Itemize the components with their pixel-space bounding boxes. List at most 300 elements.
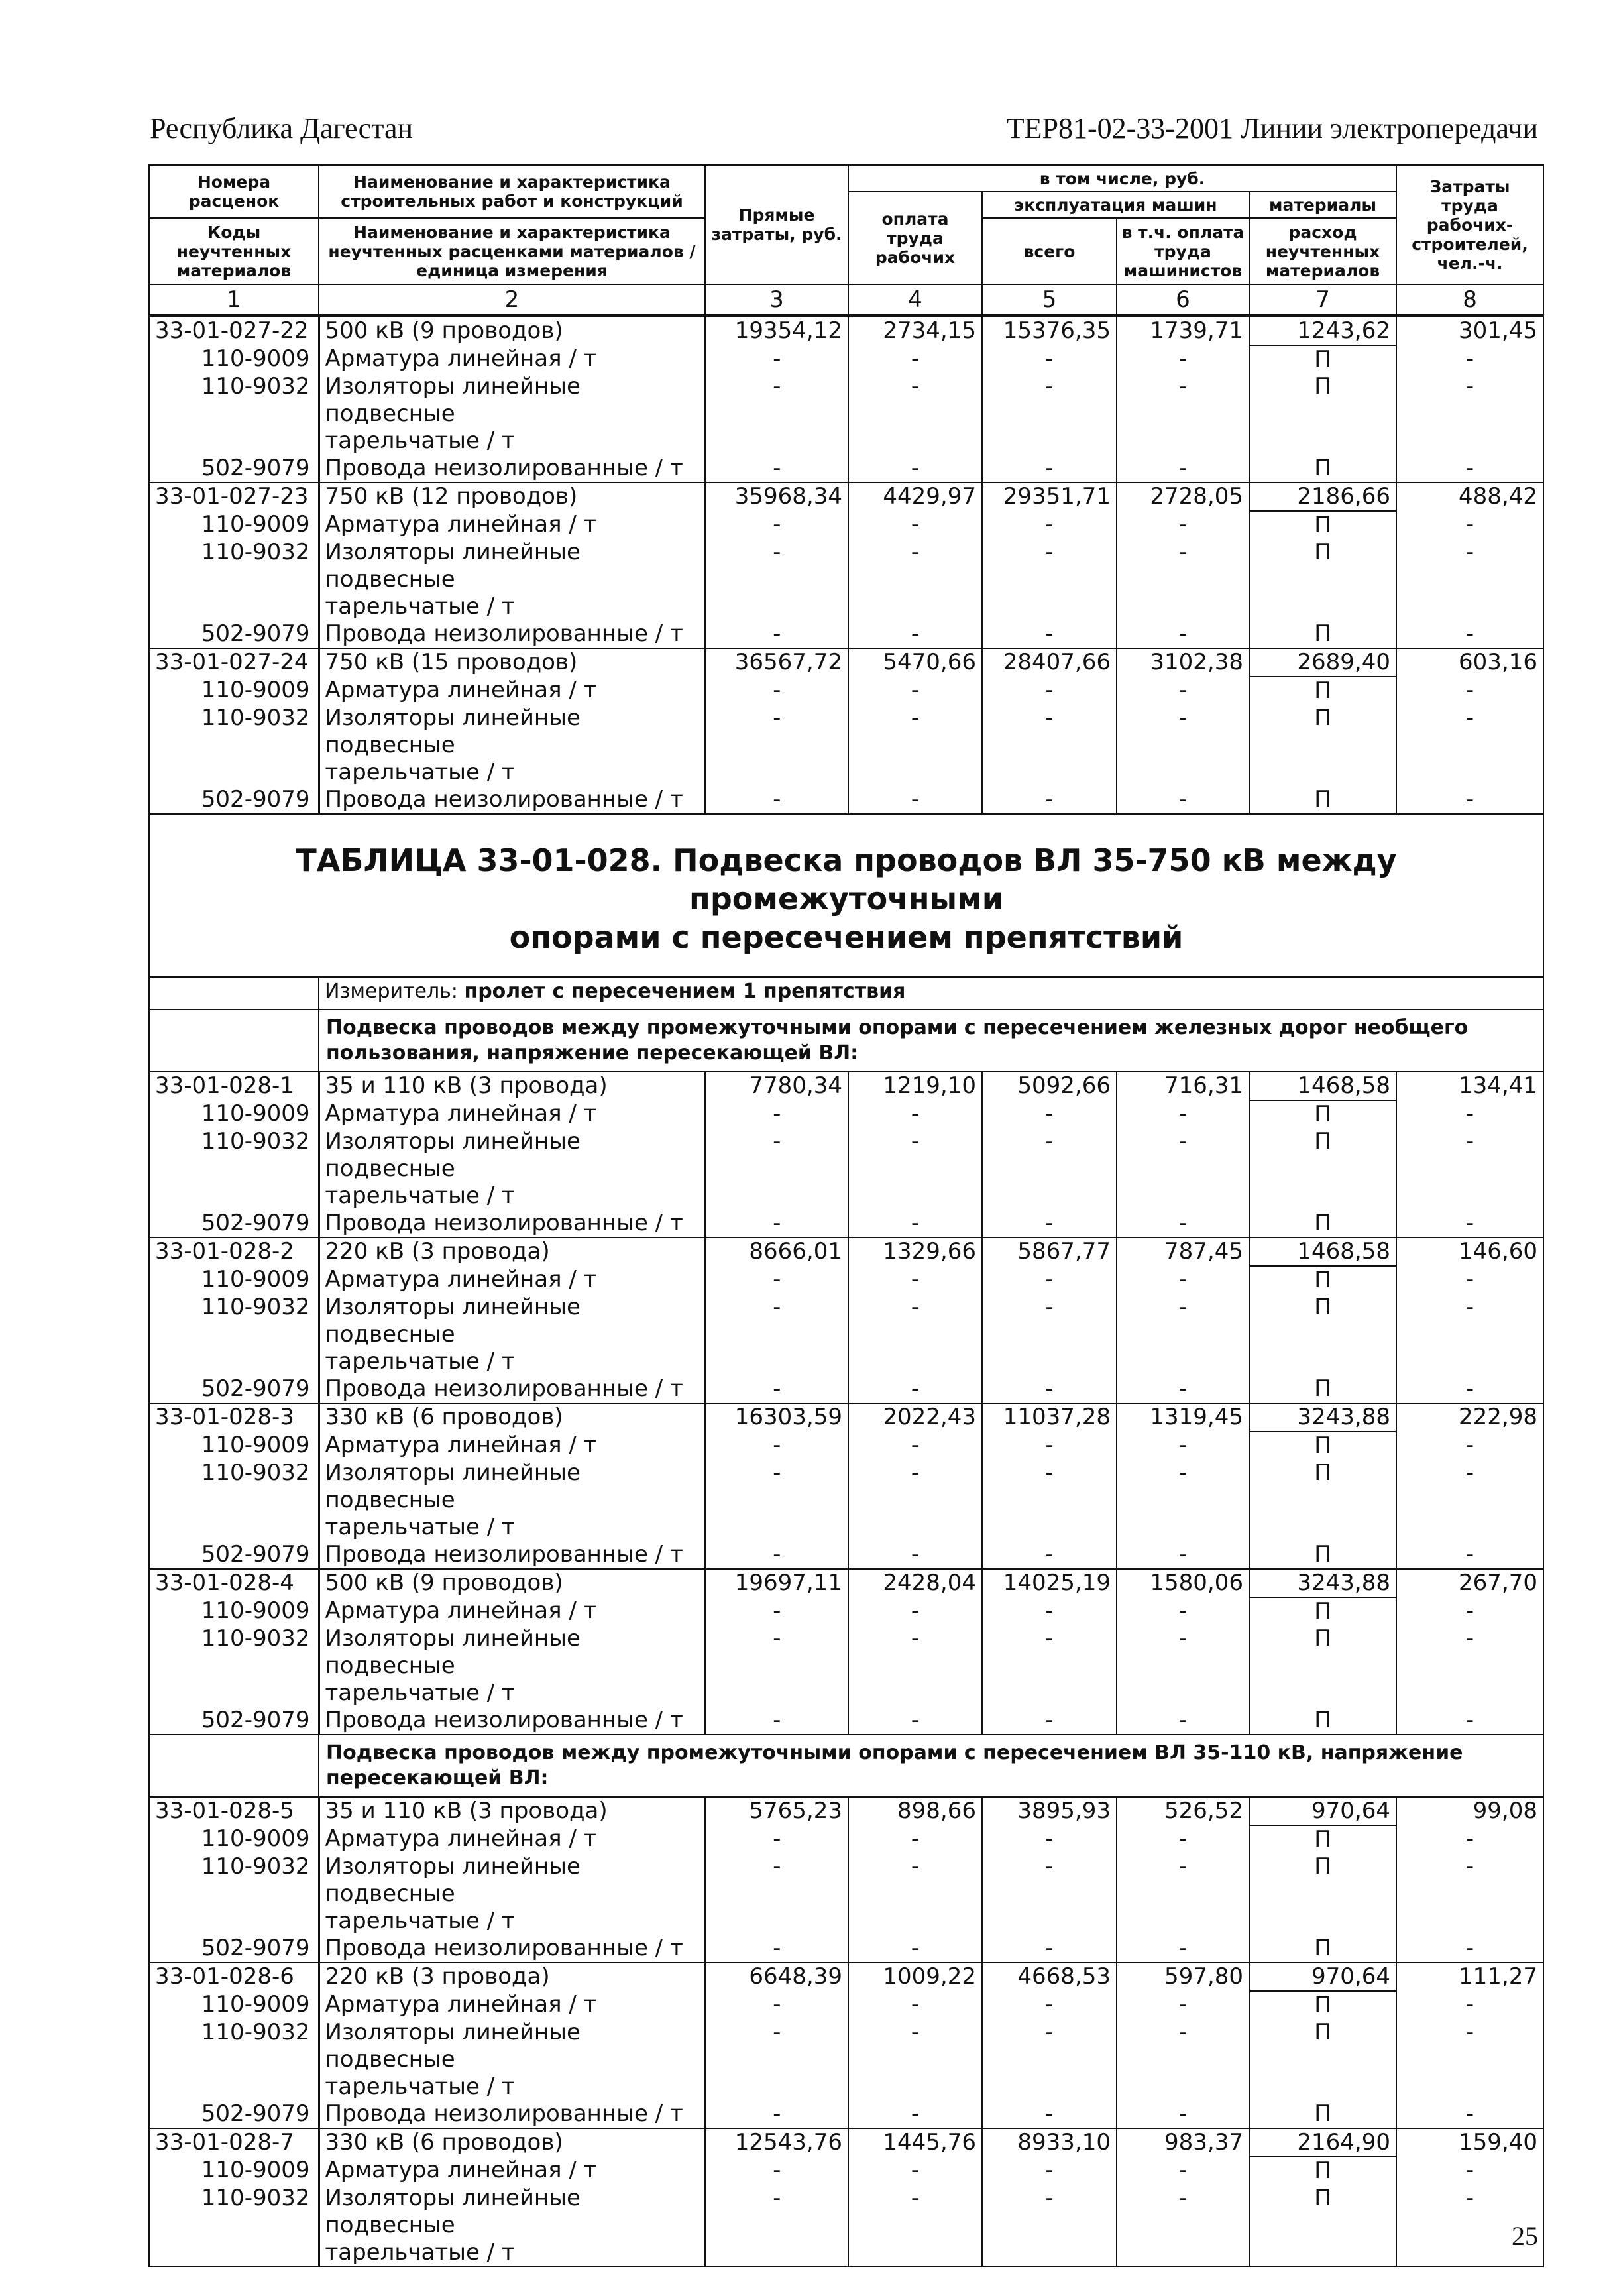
material-name xyxy=(319,373,705,455)
material-name-line1: Арматура линейная / т xyxy=(325,1825,597,1852)
rate-value: 1319,45 xyxy=(1117,1403,1249,1432)
material-code: 110-9032 xyxy=(149,2019,319,2100)
col-head-material-usage: расход неучтенных материалов xyxy=(1249,218,1396,284)
material-name-line2: тарельчатые / т xyxy=(325,1908,515,1934)
rate-code: 33-01-028-1 xyxy=(149,1072,319,1100)
group-row-lines xyxy=(149,1735,1543,1797)
material-code: 110-9032 xyxy=(149,1294,319,1375)
material-name-line1: Арматура линейная / т xyxy=(325,511,597,538)
material-code: 110-9009 xyxy=(149,345,319,373)
material-code: 502-9079 xyxy=(149,1541,319,1569)
material-value-dash: - xyxy=(1117,2185,1249,2267)
rate-row xyxy=(149,483,1543,511)
meter-value: пролет с пересечением 1 препятствия xyxy=(464,980,906,1003)
material-row-insulators xyxy=(149,1294,1543,1375)
rate-value: 36567,72 xyxy=(705,648,848,677)
price-table xyxy=(148,164,1544,2267)
material-code: 502-9079 xyxy=(149,1210,319,1237)
rate-value: 11037,28 xyxy=(982,1403,1117,1432)
material-value-dash: - xyxy=(705,677,848,705)
rate-code: 33-01-027-24 xyxy=(149,648,319,677)
rate-value: 2164,90 xyxy=(1249,2128,1396,2157)
material-name xyxy=(319,1460,705,1541)
material-name xyxy=(319,1266,705,1294)
material-name xyxy=(319,2157,705,2185)
material-row-reinforcement xyxy=(149,511,1543,539)
rate-value: 1580,06 xyxy=(1117,1569,1249,1597)
material-value-dash: - xyxy=(848,2019,982,2100)
material-value-dash: - xyxy=(848,1460,982,1541)
table-title-line2: опорами с пересечением препятствий xyxy=(509,919,1184,955)
material-code: 502-9079 xyxy=(149,2100,319,2128)
material-value-dash: - xyxy=(1396,2157,1543,2185)
material-code: 502-9079 xyxy=(149,1375,319,1403)
material-value-dash: - xyxy=(1396,1266,1543,1294)
page-number: 25 xyxy=(1512,2221,1538,2251)
material-value-dash: - xyxy=(982,620,1117,648)
material-name xyxy=(319,2185,705,2267)
material-name xyxy=(319,677,705,705)
rate-value: 5765,23 xyxy=(705,1797,848,1825)
rate-value: 3895,93 xyxy=(982,1797,1117,1825)
material-value-dash: - xyxy=(705,1853,848,1935)
material-value-dash: - xyxy=(1396,373,1543,455)
col-number: 4 xyxy=(848,284,982,316)
material-row-reinforcement xyxy=(149,1266,1543,1294)
material-name xyxy=(319,511,705,539)
material-usage-mark: П xyxy=(1249,1541,1396,1569)
material-value-dash: - xyxy=(982,1825,1117,1853)
material-value-dash: - xyxy=(1396,1294,1543,1375)
material-value-dash: - xyxy=(705,705,848,786)
rate-value: 12543,76 xyxy=(705,2128,848,2157)
material-code: 110-9009 xyxy=(149,1825,319,1853)
rate-row xyxy=(149,648,1543,677)
material-usage-mark: П xyxy=(1249,1991,1396,2019)
material-value-dash: - xyxy=(705,1128,848,1210)
material-name-line1: Провода неизолированные / т xyxy=(325,2100,683,2127)
rate-value: 970,64 xyxy=(1249,1963,1396,1991)
material-name xyxy=(319,2100,705,2128)
material-value-dash: - xyxy=(982,2100,1117,2128)
rates-block-028-lines xyxy=(149,1797,1543,2267)
material-row-wires xyxy=(149,620,1543,648)
rate-row xyxy=(149,1072,1543,1100)
rate-name: 330 кВ (6 проводов) xyxy=(319,1403,705,1432)
material-usage-mark: П xyxy=(1249,1375,1396,1403)
material-usage-mark: П xyxy=(1249,373,1396,455)
material-name-line2: тарельчатые / т xyxy=(325,428,515,454)
rate-value: 1243,62 xyxy=(1249,316,1396,346)
material-value-dash: - xyxy=(982,1853,1117,1935)
material-value-dash: - xyxy=(848,455,982,483)
col-head-labor-costs: Затраты труда рабочих-строителей, чел.-ч. xyxy=(1396,165,1543,284)
material-value-dash: - xyxy=(982,1128,1117,1210)
material-value-dash: - xyxy=(848,345,982,373)
material-name-line2: тарельчатые / т xyxy=(325,1680,515,1706)
material-name xyxy=(319,1541,705,1569)
material-value-dash: - xyxy=(705,1432,848,1460)
material-value-dash: - xyxy=(1396,1432,1543,1460)
material-name-line1: Изоляторы линейные подвесные xyxy=(325,1853,581,1907)
rate-name: 500 кВ (9 проводов) xyxy=(319,1569,705,1597)
rate-value: 2428,04 xyxy=(848,1569,982,1597)
material-row-reinforcement xyxy=(149,1825,1543,1853)
material-row-reinforcement xyxy=(149,677,1543,705)
rate-value: 1009,22 xyxy=(848,1963,982,1991)
material-row-reinforcement xyxy=(149,1100,1543,1128)
material-name-line2: тарельчатые / т xyxy=(325,593,515,620)
col-head-machinist-pay: в т.ч. оплата труда машинистов xyxy=(1117,218,1249,284)
material-usage-mark: П xyxy=(1249,1460,1396,1541)
material-usage-mark: П xyxy=(1249,2185,1396,2267)
group-empty-cell xyxy=(149,1735,319,1797)
material-value-dash: - xyxy=(705,1825,848,1853)
material-value-dash: - xyxy=(848,1100,982,1128)
rate-value: 1468,58 xyxy=(1249,1072,1396,1100)
material-value-dash: - xyxy=(1396,1825,1543,1853)
material-value-dash: - xyxy=(1396,1935,1543,1963)
material-code: 110-9032 xyxy=(149,1625,319,1707)
material-value-dash: - xyxy=(848,2185,982,2267)
rate-value: 2728,05 xyxy=(1117,483,1249,511)
rate-row xyxy=(149,316,1543,346)
material-usage-mark: П xyxy=(1249,1707,1396,1735)
material-name-line1: Арматура линейная / т xyxy=(325,1266,597,1292)
rate-code: 33-01-028-5 xyxy=(149,1797,319,1825)
material-value-dash: - xyxy=(1117,345,1249,373)
material-value-dash: - xyxy=(1396,1210,1543,1237)
material-row-wires xyxy=(149,1707,1543,1735)
material-name-line1: Арматура линейная / т xyxy=(325,677,597,703)
material-value-dash: - xyxy=(705,455,848,483)
material-name-line2: тарельчатые / т xyxy=(325,1514,515,1540)
material-value-dash: - xyxy=(1396,1375,1543,1403)
rate-row xyxy=(149,1569,1543,1597)
material-value-dash: - xyxy=(705,373,848,455)
material-value-dash: - xyxy=(1117,539,1249,620)
rate-value: 28407,66 xyxy=(982,648,1117,677)
rate-value: 2186,66 xyxy=(1249,483,1396,511)
material-value-dash: - xyxy=(1117,620,1249,648)
material-value-dash: - xyxy=(848,1294,982,1375)
rate-value: 29351,71 xyxy=(982,483,1117,511)
material-value-dash: - xyxy=(982,1375,1117,1403)
material-name-line1: Изоляторы линейные подвесные xyxy=(325,1460,581,1513)
material-value-dash: - xyxy=(982,1597,1117,1625)
material-value-dash: - xyxy=(705,511,848,539)
rate-row xyxy=(149,2128,1543,2157)
material-name-line1: Изоляторы линейные подвесные xyxy=(325,2019,581,2073)
material-usage-mark: П xyxy=(1249,1294,1396,1375)
rate-value: 970,64 xyxy=(1249,1797,1396,1825)
rate-name: 220 кВ (3 провода) xyxy=(319,1963,705,1991)
material-code: 502-9079 xyxy=(149,620,319,648)
material-value-dash: - xyxy=(1117,1707,1249,1735)
rate-row xyxy=(149,1963,1543,1991)
rate-value: 19697,11 xyxy=(705,1569,848,1597)
material-value-dash: - xyxy=(1117,677,1249,705)
rate-value: 134,41 xyxy=(1396,1072,1543,1100)
material-usage-mark: П xyxy=(1249,620,1396,648)
material-usage-mark: П xyxy=(1249,539,1396,620)
rate-value: 4429,97 xyxy=(848,483,982,511)
material-value-dash: - xyxy=(1117,1460,1249,1541)
material-value-dash: - xyxy=(848,1625,982,1707)
material-code: 110-9009 xyxy=(149,1597,319,1625)
rate-value: 111,27 xyxy=(1396,1963,1543,1991)
material-value-dash: - xyxy=(1396,1707,1543,1735)
material-value-dash: - xyxy=(1396,705,1543,786)
material-value-dash: - xyxy=(705,1707,848,1735)
material-value-dash: - xyxy=(705,1375,848,1403)
material-usage-mark: П xyxy=(1249,1853,1396,1935)
material-value-dash: - xyxy=(848,786,982,814)
rate-value: 787,45 xyxy=(1117,1237,1249,1266)
rate-value: 267,70 xyxy=(1396,1569,1543,1597)
material-value-dash: - xyxy=(1117,1853,1249,1935)
material-name-line1: Провода неизолированные / т xyxy=(325,1210,683,1236)
material-row-insulators xyxy=(149,2185,1543,2267)
col-head-worker-pay: оплата труда рабочих xyxy=(848,192,982,284)
material-name xyxy=(319,1991,705,2019)
col-head-material-codes: Коды неучтенных материалов xyxy=(149,218,319,284)
material-value-dash: - xyxy=(982,1460,1117,1541)
material-value-dash: - xyxy=(848,677,982,705)
material-value-dash: - xyxy=(1396,2019,1543,2100)
material-value-dash: - xyxy=(705,2157,848,2185)
material-value-dash: - xyxy=(705,1541,848,1569)
material-value-dash: - xyxy=(705,1625,848,1707)
rate-code: 33-01-028-2 xyxy=(149,1237,319,1266)
rate-name: 750 кВ (12 проводов) xyxy=(319,483,705,511)
material-value-dash: - xyxy=(1117,705,1249,786)
material-value-dash: - xyxy=(848,1541,982,1569)
material-value-dash: - xyxy=(848,1935,982,1963)
material-usage-mark: П xyxy=(1249,1597,1396,1625)
material-row-wires xyxy=(149,1210,1543,1237)
material-value-dash: - xyxy=(848,2100,982,2128)
material-code: 110-9032 xyxy=(149,1460,319,1541)
rate-value: 2734,15 xyxy=(848,316,982,346)
material-value-dash: - xyxy=(705,2019,848,2100)
material-value-dash: - xyxy=(1117,1935,1249,1963)
rate-value: 222,98 xyxy=(1396,1403,1543,1432)
rate-value: 159,40 xyxy=(1396,2128,1543,2157)
material-code: 110-9009 xyxy=(149,1991,319,2019)
material-value-dash: - xyxy=(848,2157,982,2185)
material-value-dash: - xyxy=(848,1432,982,1460)
material-name-line1: Провода неизолированные / т xyxy=(325,1935,683,1961)
rate-value: 983,37 xyxy=(1117,2128,1249,2157)
material-usage-mark: П xyxy=(1249,2019,1396,2100)
rate-value: 301,45 xyxy=(1396,316,1543,346)
rates-block-028-railways xyxy=(149,1072,1543,1735)
material-name-line2: тарельчатые / т xyxy=(325,759,515,785)
rate-value: 1445,76 xyxy=(848,2128,982,2157)
material-code: 110-9032 xyxy=(149,539,319,620)
material-name xyxy=(319,1210,705,1237)
material-value-dash: - xyxy=(982,1210,1117,1237)
material-value-dash: - xyxy=(848,1266,982,1294)
material-code: 110-9009 xyxy=(149,2157,319,2185)
material-row-reinforcement xyxy=(149,2157,1543,2185)
rate-value: 5470,66 xyxy=(848,648,982,677)
material-row-reinforcement xyxy=(149,1991,1543,2019)
group-title-railways: Подвеска проводов между промежуточными опорами с пересечением железных дорог необщего пользования, напряжение пересекающей ВЛ: xyxy=(319,1009,1543,1072)
material-value-dash: - xyxy=(982,1625,1117,1707)
col-head-direct-costs: Прямые затраты, руб. xyxy=(705,165,848,284)
rate-code: 33-01-028-4 xyxy=(149,1569,319,1597)
document-code-header: ТЕР81-02-33-2001 Линии электропередачи xyxy=(1006,112,1538,144)
rate-row xyxy=(149,1797,1543,1825)
material-name xyxy=(319,345,705,373)
rate-value: 2022,43 xyxy=(848,1403,982,1432)
material-code: 110-9009 xyxy=(149,677,319,705)
material-value-dash: - xyxy=(1117,2019,1249,2100)
material-code: 110-9009 xyxy=(149,1432,319,1460)
col-number: 1 xyxy=(149,284,319,316)
material-code: 502-9079 xyxy=(149,786,319,814)
material-name-line1: Арматура линейная / т xyxy=(325,1100,597,1127)
material-name-line1: Изоляторы линейные подвесные xyxy=(325,1294,581,1348)
material-code: 110-9009 xyxy=(149,511,319,539)
material-name-line1: Провода неизолированные / т xyxy=(325,1375,683,1402)
material-value-dash: - xyxy=(982,373,1117,455)
material-value-dash: - xyxy=(1396,1625,1543,1707)
rate-value: 1329,66 xyxy=(848,1237,982,1266)
material-code: 110-9032 xyxy=(149,373,319,455)
material-name-line2: тарельчатые / т xyxy=(325,2073,515,2100)
material-usage-mark: П xyxy=(1249,2100,1396,2128)
rate-code: 33-01-027-23 xyxy=(149,483,319,511)
material-row-insulators xyxy=(149,705,1543,786)
rate-value: 3102,38 xyxy=(1117,648,1249,677)
rate-row xyxy=(149,1403,1543,1432)
material-value-dash: - xyxy=(848,511,982,539)
rate-code: 33-01-027-22 xyxy=(149,316,319,346)
material-name xyxy=(319,1853,705,1935)
material-usage-mark: П xyxy=(1249,1935,1396,1963)
rate-value: 2689,40 xyxy=(1249,648,1396,677)
material-value-dash: - xyxy=(848,620,982,648)
material-value-dash: - xyxy=(1396,2100,1543,2128)
col-number: 3 xyxy=(705,284,848,316)
rate-value: 14025,19 xyxy=(982,1569,1117,1597)
material-value-dash: - xyxy=(1396,677,1543,705)
material-value-dash: - xyxy=(1396,1541,1543,1569)
material-code: 110-9032 xyxy=(149,2185,319,2267)
material-row-reinforcement xyxy=(149,345,1543,373)
col-number: 7 xyxy=(1249,284,1396,316)
material-value-dash: - xyxy=(982,786,1117,814)
material-value-dash: - xyxy=(1117,373,1249,455)
rate-name: 330 кВ (6 проводов) xyxy=(319,2128,705,2157)
material-value-dash: - xyxy=(848,1991,982,2019)
material-name xyxy=(319,1935,705,1963)
col-number: 5 xyxy=(982,284,1117,316)
rate-value: 19354,12 xyxy=(705,316,848,346)
material-value-dash: - xyxy=(705,1935,848,1963)
material-name-line2: тарельчатые / т xyxy=(325,1182,515,1209)
material-name-line1: Изоляторы линейные подвесные xyxy=(325,373,581,427)
material-usage-mark: П xyxy=(1249,1128,1396,1210)
column-numbers-row xyxy=(149,284,1543,316)
material-name-line1: Арматура линейная / т xyxy=(325,1597,597,1624)
material-value-dash: - xyxy=(1117,786,1249,814)
material-value-dash: - xyxy=(1396,786,1543,814)
rate-name: 35 и 110 кВ (3 провода) xyxy=(319,1797,705,1825)
material-name xyxy=(319,2019,705,2100)
rate-value: 5092,66 xyxy=(982,1072,1117,1100)
material-value-dash: - xyxy=(1117,2100,1249,2128)
material-code: 502-9079 xyxy=(149,455,319,483)
material-row-insulators xyxy=(149,1625,1543,1707)
group-title-lines: Подвеска проводов между промежуточными опорами с пересечением ВЛ 35-110 кВ, напряжение пересекающей ВЛ: xyxy=(319,1735,1543,1797)
material-name xyxy=(319,786,705,814)
material-name-line1: Арматура линейная / т xyxy=(325,1432,597,1458)
meter-label: Измеритель: xyxy=(325,980,458,1003)
material-value-dash: - xyxy=(982,1266,1117,1294)
material-value-dash: - xyxy=(982,705,1117,786)
material-row-insulators xyxy=(149,2019,1543,2100)
rate-value: 8933,10 xyxy=(982,2128,1117,2157)
material-value-dash: - xyxy=(848,705,982,786)
material-value-dash: - xyxy=(705,1597,848,1625)
material-value-dash: - xyxy=(982,1707,1117,1735)
material-value-dash: - xyxy=(982,2185,1117,2267)
material-value-dash: - xyxy=(1117,1100,1249,1128)
material-value-dash: - xyxy=(848,1597,982,1625)
material-value-dash: - xyxy=(848,539,982,620)
material-value-dash: - xyxy=(1396,1597,1543,1625)
material-name-line1: Провода неизолированные / т xyxy=(325,786,683,813)
material-row-wires xyxy=(149,1935,1543,1963)
rate-code: 33-01-028-7 xyxy=(149,2128,319,2157)
material-name xyxy=(319,455,705,483)
material-value-dash: - xyxy=(1117,1825,1249,1853)
material-usage-mark: П xyxy=(1249,511,1396,539)
rate-value: 16303,59 xyxy=(705,1403,848,1432)
rate-value: 488,42 xyxy=(1396,483,1543,511)
rate-value: 7780,34 xyxy=(705,1072,848,1100)
material-row-reinforcement xyxy=(149,1432,1543,1460)
rate-value: 1739,71 xyxy=(1117,316,1249,346)
material-name xyxy=(319,1825,705,1853)
material-name xyxy=(319,1707,705,1735)
material-value-dash: - xyxy=(982,1294,1117,1375)
material-value-dash: - xyxy=(848,373,982,455)
rate-name: 750 кВ (15 проводов) xyxy=(319,648,705,677)
rate-value: 603,16 xyxy=(1396,648,1543,677)
material-value-dash: - xyxy=(1117,1294,1249,1375)
material-value-dash: - xyxy=(1117,455,1249,483)
meter-empty-cell xyxy=(149,977,319,1009)
rate-code: 33-01-028-6 xyxy=(149,1963,319,1991)
material-value-dash: - xyxy=(1117,1625,1249,1707)
material-row-wires xyxy=(149,1375,1543,1403)
rate-value: 1219,10 xyxy=(848,1072,982,1100)
material-row-wires xyxy=(149,2100,1543,2128)
col-head-including: в том числе, руб. xyxy=(848,165,1396,192)
material-value-dash: - xyxy=(1117,1375,1249,1403)
material-value-dash: - xyxy=(705,1991,848,2019)
rate-name: 35 и 110 кВ (3 провода) xyxy=(319,1072,705,1100)
material-name xyxy=(319,1294,705,1375)
material-code: 110-9032 xyxy=(149,1128,319,1210)
material-row-wires xyxy=(149,455,1543,483)
rate-value: 146,60 xyxy=(1396,1237,1543,1266)
